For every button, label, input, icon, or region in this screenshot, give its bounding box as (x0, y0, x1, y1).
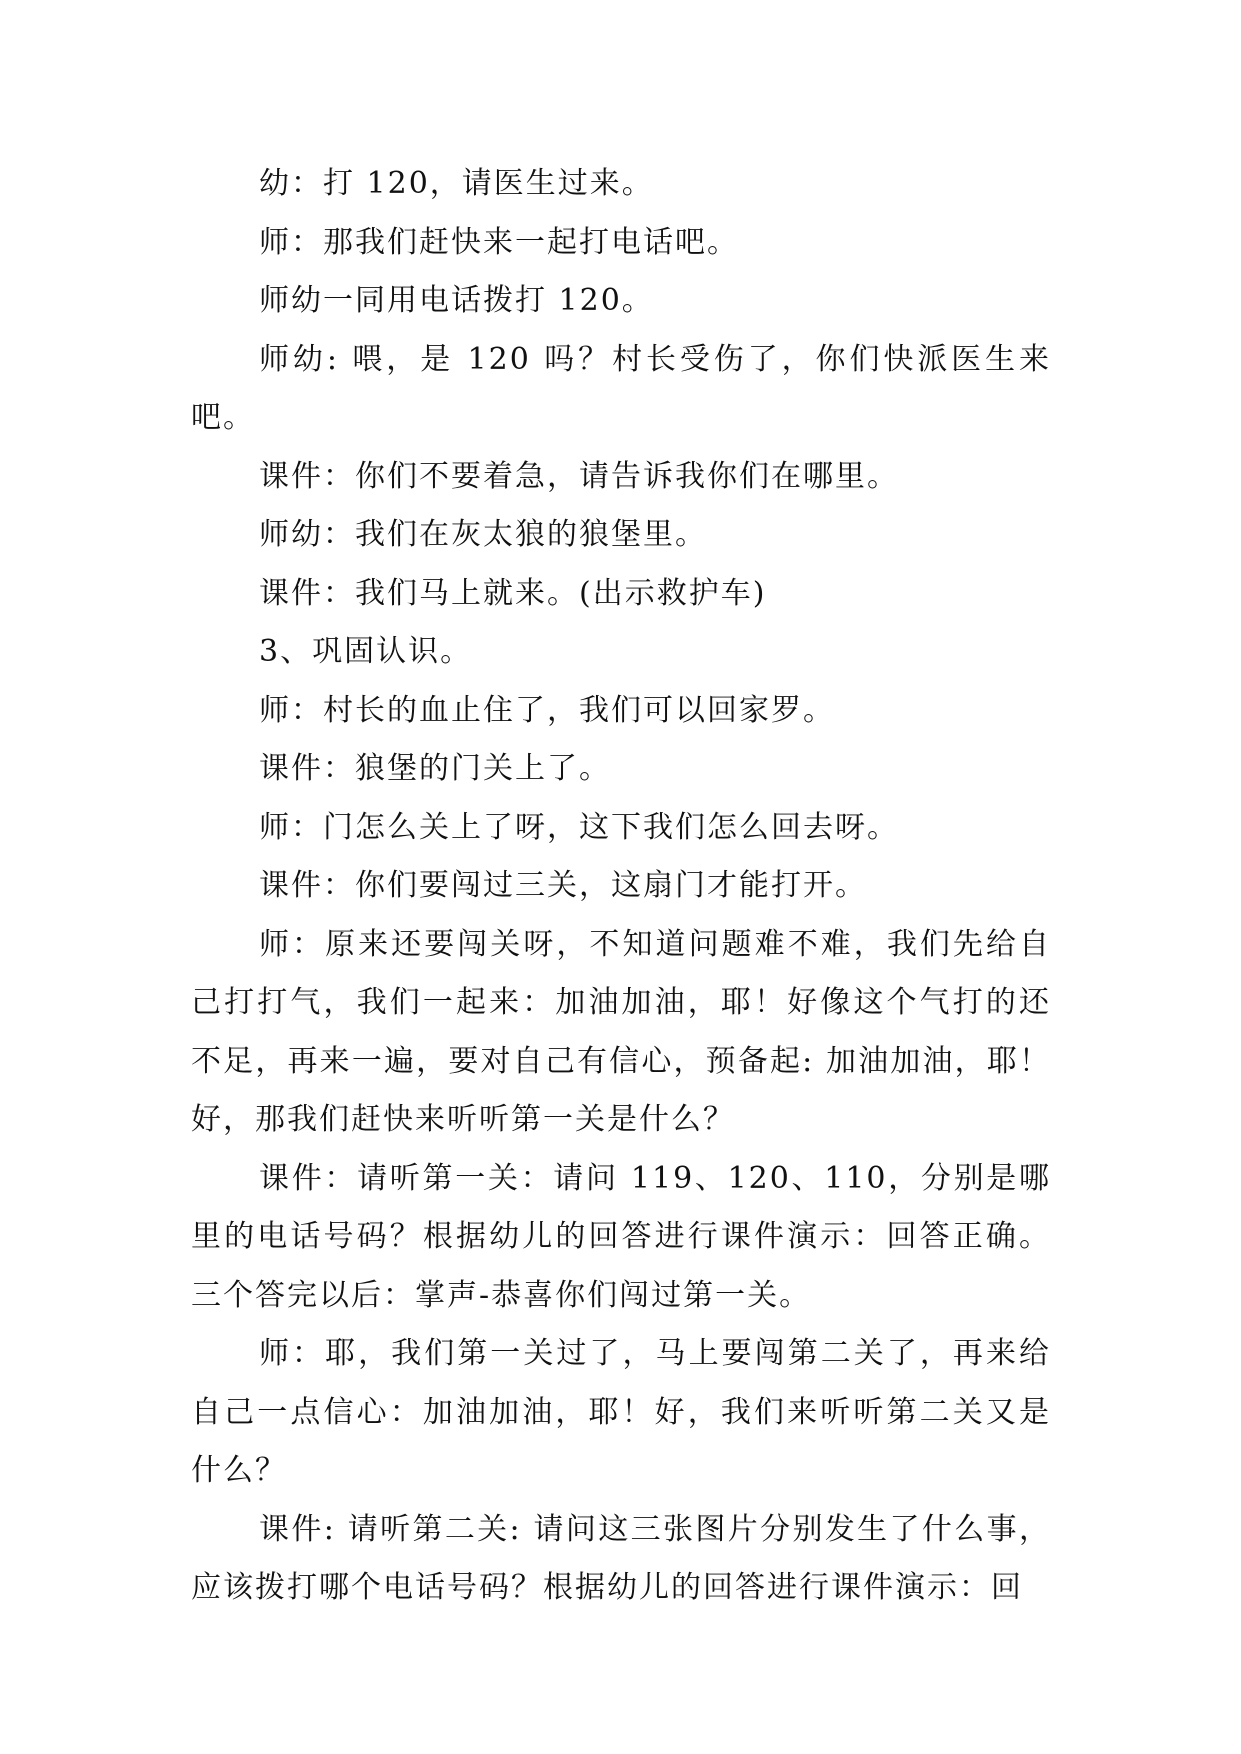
paragraph: 课件: 请听第二关: 请问这三张图片分别发生了什么事，应该拨打哪个电话号码？根据幼儿的回答进行课件演示：回 (191, 1511, 1051, 1605)
paragraph: 幼：打 120，请医生过来。 (259, 166, 654, 201)
paragraph: 师幼: 喂，是 120 吗？村长受伤了，你们快派医生来吧。 (191, 341, 1051, 435)
paragraph: 师：耶，我们第一关过了，马上要闯第二关了，再来给自己一点信心：加油加油，耶！好，我们来听听第二关又是什么？ (191, 1336, 1051, 1488)
paragraph: 师：门怎么关上了呀，这下我们怎么回去呀。 (259, 809, 899, 845)
paragraph: 师幼：我们在灰太狼的狼堡里。 (259, 517, 707, 552)
section-heading: 3、巩固认识。 (259, 634, 473, 669)
paragraph: 师：那我们赶快来一起打电话吧。 (259, 224, 739, 260)
paragraph: 师幼一同用电话拨打 120。 (259, 283, 654, 318)
paragraph: 师：村长的血止住了，我们可以回家罗。 (259, 692, 835, 728)
paragraph: 课件：你们要闯过三关，这扇门才能打开。 (259, 868, 867, 903)
paragraph: 课件：请听第一关：请问 119、120、110，分别是哪里的电话号码？根据幼儿的回答进行课件演示：回答正确。三个答完以后：掌声-恭喜你们闯过第一关。 (191, 1160, 1051, 1313)
paragraph: 课件：你们不要着急，请告诉我你们在哪里。 (259, 458, 899, 494)
paragraph: 课件：狼堡的门关上了。 (259, 751, 611, 786)
paragraph: 师：原来还要闯关呀，不知道问题难不难，我们先给自己打打气，我们一起来：加油加油，耶！好像这个气打的还不足，再来一遍，要对自己有信心，预备起: 加油加油，耶！好，那我们赶快来听听第一关是什么？ (191, 926, 1051, 1137)
paragraph: 课件：我们马上就来。(出示救护车) (259, 575, 767, 611)
document-body (191, 155, 1051, 1618)
